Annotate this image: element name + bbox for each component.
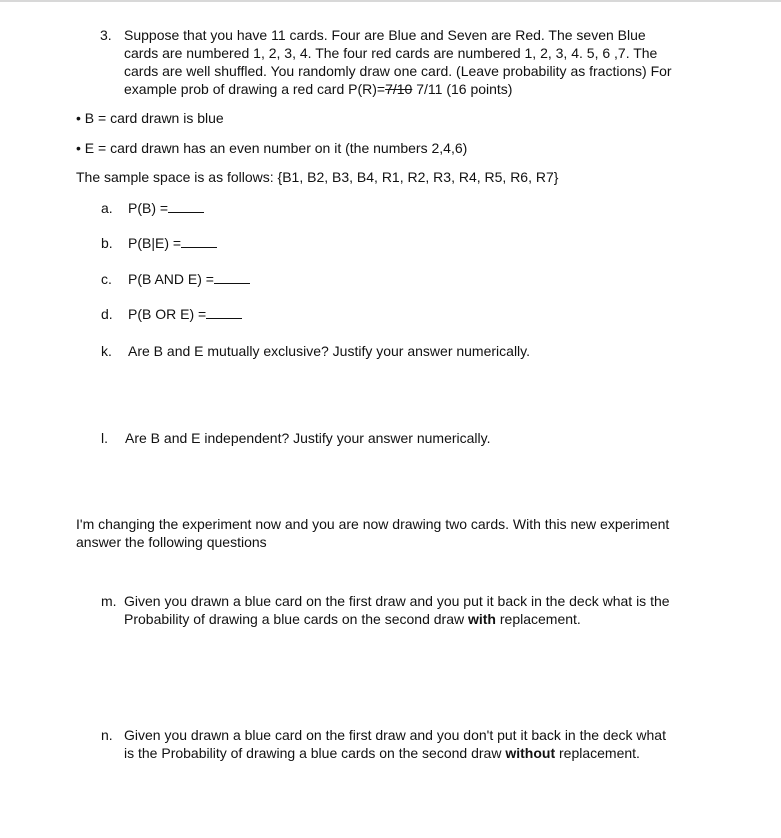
answer-blank-a[interactable] (168, 199, 204, 213)
item-a: a. P(B) = (101, 199, 204, 217)
example-suffix: 7/11 (16 points) (412, 81, 513, 97)
struck-answer: 7/10 (385, 81, 413, 97)
question-3-line-4 (124, 80, 724, 98)
item-c: c. P(B AND E) = (101, 270, 250, 288)
item-m-label: m. (101, 593, 117, 609)
sample-space: The sample space is as follows: {B1, B2, B3, B4, R1, R2, R3, R4, R5, R6, R7} (76, 169, 559, 185)
question-3-line-3: cards are well shuffled. You randomly draw one card. (Leave probability as fractions) For (124, 63, 672, 79)
question-number: 3. (100, 27, 112, 43)
item-d: d. P(B OR E) = (101, 305, 242, 323)
definition-b: • B = card drawn is blue (76, 110, 224, 126)
question-3-line-1: Suppose that you have 11 cards. Four are Blue and Seven are Red. The seven Blue (124, 27, 646, 43)
experiment-intro: I'm changing the experiment now and you are now drawing two cards. With this new experiment answer the following questions (76, 516, 670, 550)
item-n-label: n. (101, 727, 113, 743)
item-m-text: Given you drawn a blue card on the first draw and you put it back in the deck what is the Probability of drawing a blue cards on the second draw with replacement. (124, 593, 670, 627)
definition-e: • E = card drawn has an even number on it (the numbers 2,4,6) (76, 140, 468, 156)
page-top-border (0, 0, 781, 2)
item-l: l. Are B and E independent? Justify your answer numerically. (101, 430, 491, 446)
item-n-text: Given you drawn a blue card on the first draw and you don't put it back in the deck what is the Probability of drawing a blue cards on the second draw without replacement. (124, 727, 666, 761)
question-3-line-2: cards are numbered 1, 2, 3, 4. The four red cards are numbered 1, 2, 3, 4. 5, 6 ,7. The (124, 45, 658, 61)
item-k: k. Are B and E mutually exclusive? Justify your answer numerically. (101, 343, 531, 359)
item-b: b. P(B|E) = (101, 234, 217, 252)
question-3-text (124, 26, 724, 98)
answer-blank-b[interactable] (181, 234, 217, 248)
example-prefix: example prob of drawing a red card P(R)= (124, 81, 386, 97)
answer-blank-d[interactable] (206, 305, 242, 319)
answer-blank-c[interactable] (214, 270, 250, 284)
